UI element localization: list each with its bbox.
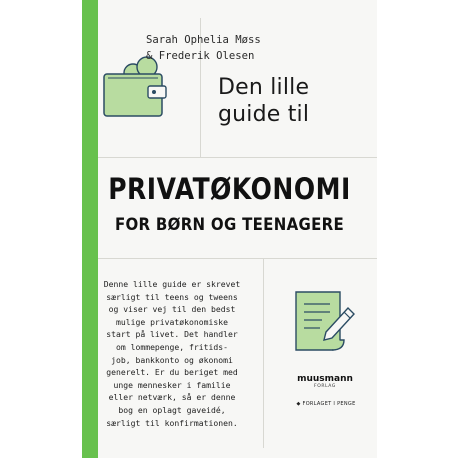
author-names	[146, 32, 346, 64]
blurb-line: særligt til konfirmationen.	[106, 417, 238, 428]
publisher-series	[286, 400, 366, 408]
publisher-sub: FORLAG	[314, 384, 336, 389]
subtitle: FOR BØRN OG TEENAGERE	[114, 214, 345, 235]
divider-horizontal-bottom	[98, 258, 377, 259]
back-blurb	[84, 278, 260, 429]
star-icon: ◆	[296, 401, 303, 407]
main-title: PRIVATØKONOMI	[108, 171, 351, 207]
document-with-pen-icon	[292, 286, 362, 356]
divider-vertical-bottom	[263, 258, 264, 448]
blurb-line: job, bankkonto og økonomi	[111, 354, 233, 365]
publisher-name: muusmann	[297, 374, 353, 384]
blurb-line: mulige privatøkonomiske	[115, 316, 229, 327]
blurb-line: Denne lille guide er skrevet	[103, 279, 241, 289]
blurb-line: generelt. Er du beriget med	[106, 367, 238, 378]
blurb-line: og viser vej til den bedst	[108, 304, 236, 315]
blurb-line: unge mennesker i familie	[113, 379, 231, 390]
author-line-1: Sarah Ophelia Møss	[146, 34, 261, 46]
blurb-line: eller netværk, så er denne	[108, 392, 236, 403]
publisher-series-label: FORLAGET I PENGE	[302, 401, 356, 407]
small-title-line-1: Den lille	[218, 75, 310, 100]
small-title	[218, 74, 368, 128]
publisher-logo	[290, 374, 360, 390]
blurb-line: bog en oplagt gaveidé,	[118, 404, 226, 415]
author-line-2: & Frederik Olesen	[146, 50, 255, 62]
blurb-line: start på livet. Det handler	[106, 329, 238, 340]
divider-horizontal-top	[98, 157, 377, 158]
blurb-line: særligt til teens og tweens	[106, 291, 238, 302]
blurb-line: om lommepenge, fritids-	[115, 341, 229, 352]
small-title-line-2: guide til	[218, 102, 310, 127]
